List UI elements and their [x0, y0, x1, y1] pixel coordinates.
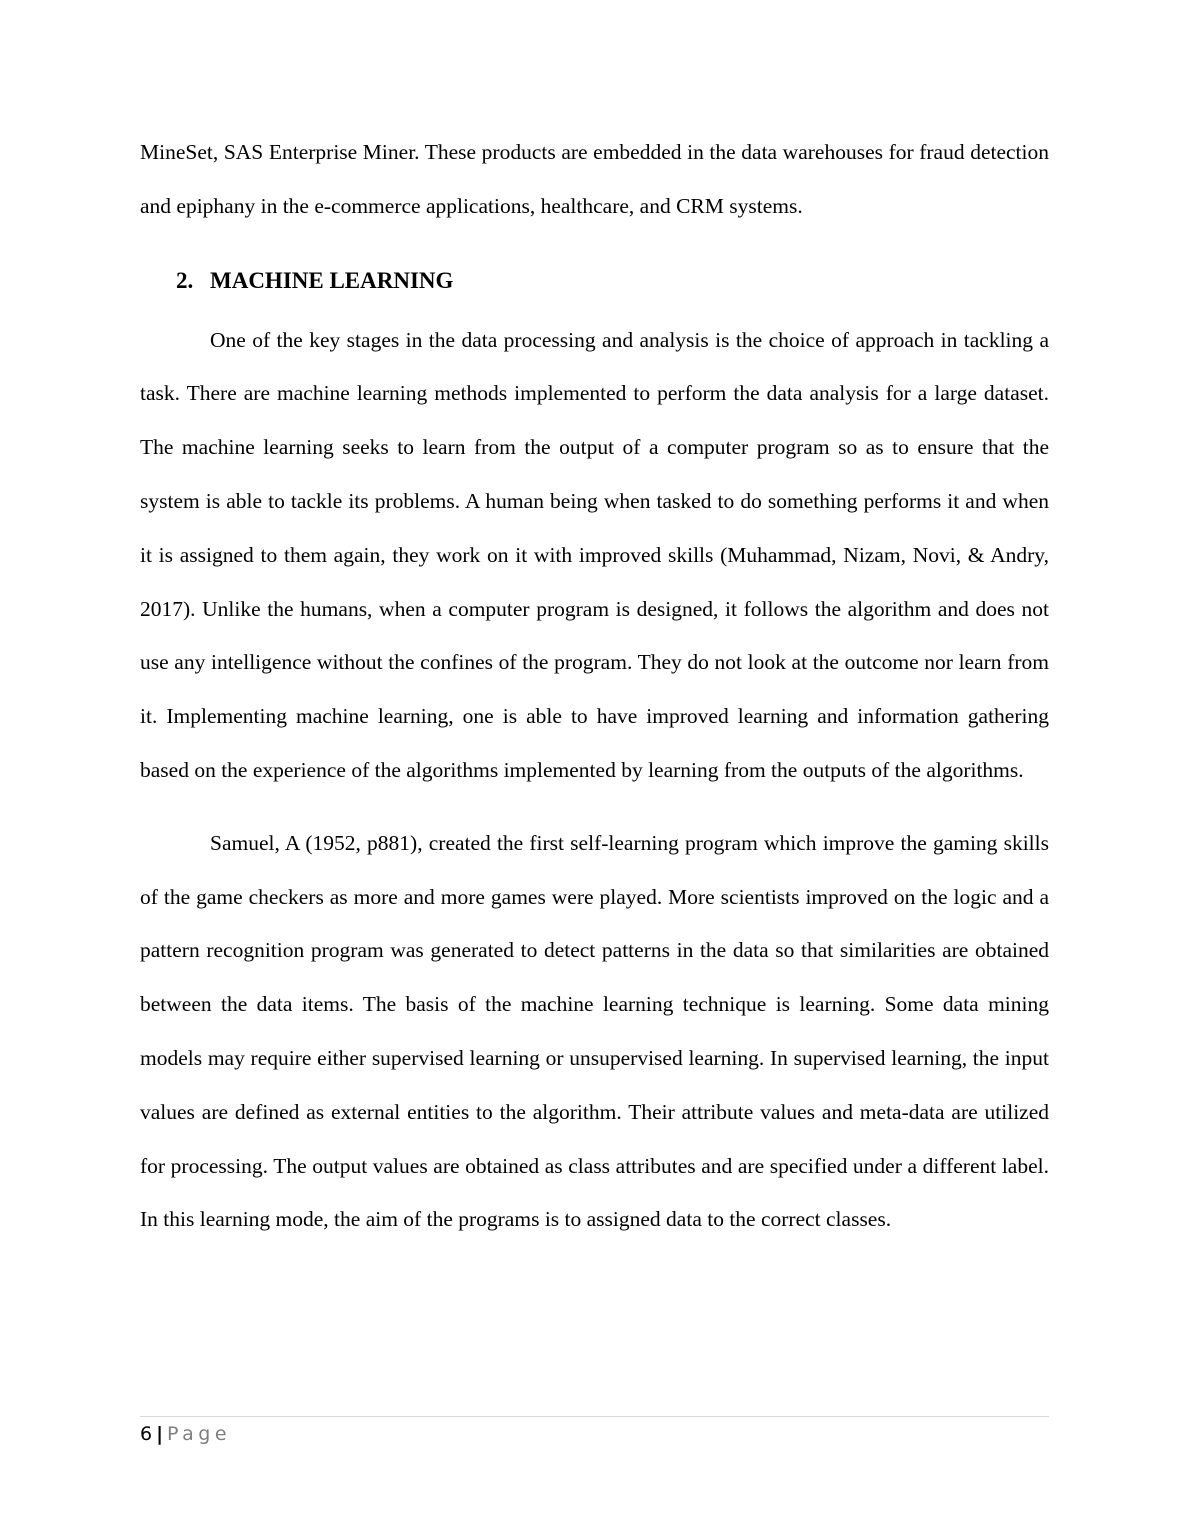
page-body	[140, 126, 1049, 1247]
footer-separator: |	[156, 1423, 164, 1445]
section-heading	[140, 251, 1049, 311]
paragraph-machine-learning-intro: One of the key stages in the data processing and analysis is the choice of approach in tackling a task. There are machine learning methods implemented to perform the data analysis for a large dataset. The machine learning seeks to learn from the output of a computer program so as to ensure that the system is able to tackle its problems. A human being when tasked to do something performs it and when it is assigned to them again, they work on it with improved skills (Muhammad, Nizam, Novi, & Andry, 2017). Unlike the humans, when a computer program is designed, it follows the algorithm and does not use any intelligence without the confines of the program. They do not look at the outcome nor learn from it. Implementing machine learning, one is able to have improved learning and information gathering based on the experience of the algorithms implemented by learning from the outputs of the algorithms.	[140, 327, 1049, 782]
footer-page-label: Page	[167, 1423, 232, 1445]
paragraph-spacer	[140, 798, 1049, 817]
paragraph-continuation: MineSet, SAS Enterprise Miner. These products are embedded in the data warehouses for fraud detection and epiphany in the e-commerce applications, healthcare, and CRM systems.	[140, 140, 1049, 218]
page-footer	[140, 1416, 1049, 1446]
section-title: MACHINE LEARNING	[210, 267, 454, 293]
section-number: 2.	[176, 267, 194, 293]
paragraph-samuel-history: Samuel, A (1952, p881), created the first self-learning program which improve the gaming skills of the game checkers as more and more games were played. More scientists improved on the logic and a pattern recognition program was generated to detect patterns in the data so that similarities are obtained between the data items. The basis of the machine learning technique is learning. Some data mining models may require either supervised learning or unsupervised learning. In supervised learning, the input values are defined as external entities to the algorithm. Their attribute values and meta-data are utilized for processing. The output values are obtained as class attributes and are specified under a different label. In this learning mode, the aim of the programs is to assigned data to the correct classes.	[140, 830, 1049, 1232]
footer-page-indicator	[140, 1422, 1049, 1446]
footer-page-number: 6	[140, 1423, 153, 1445]
